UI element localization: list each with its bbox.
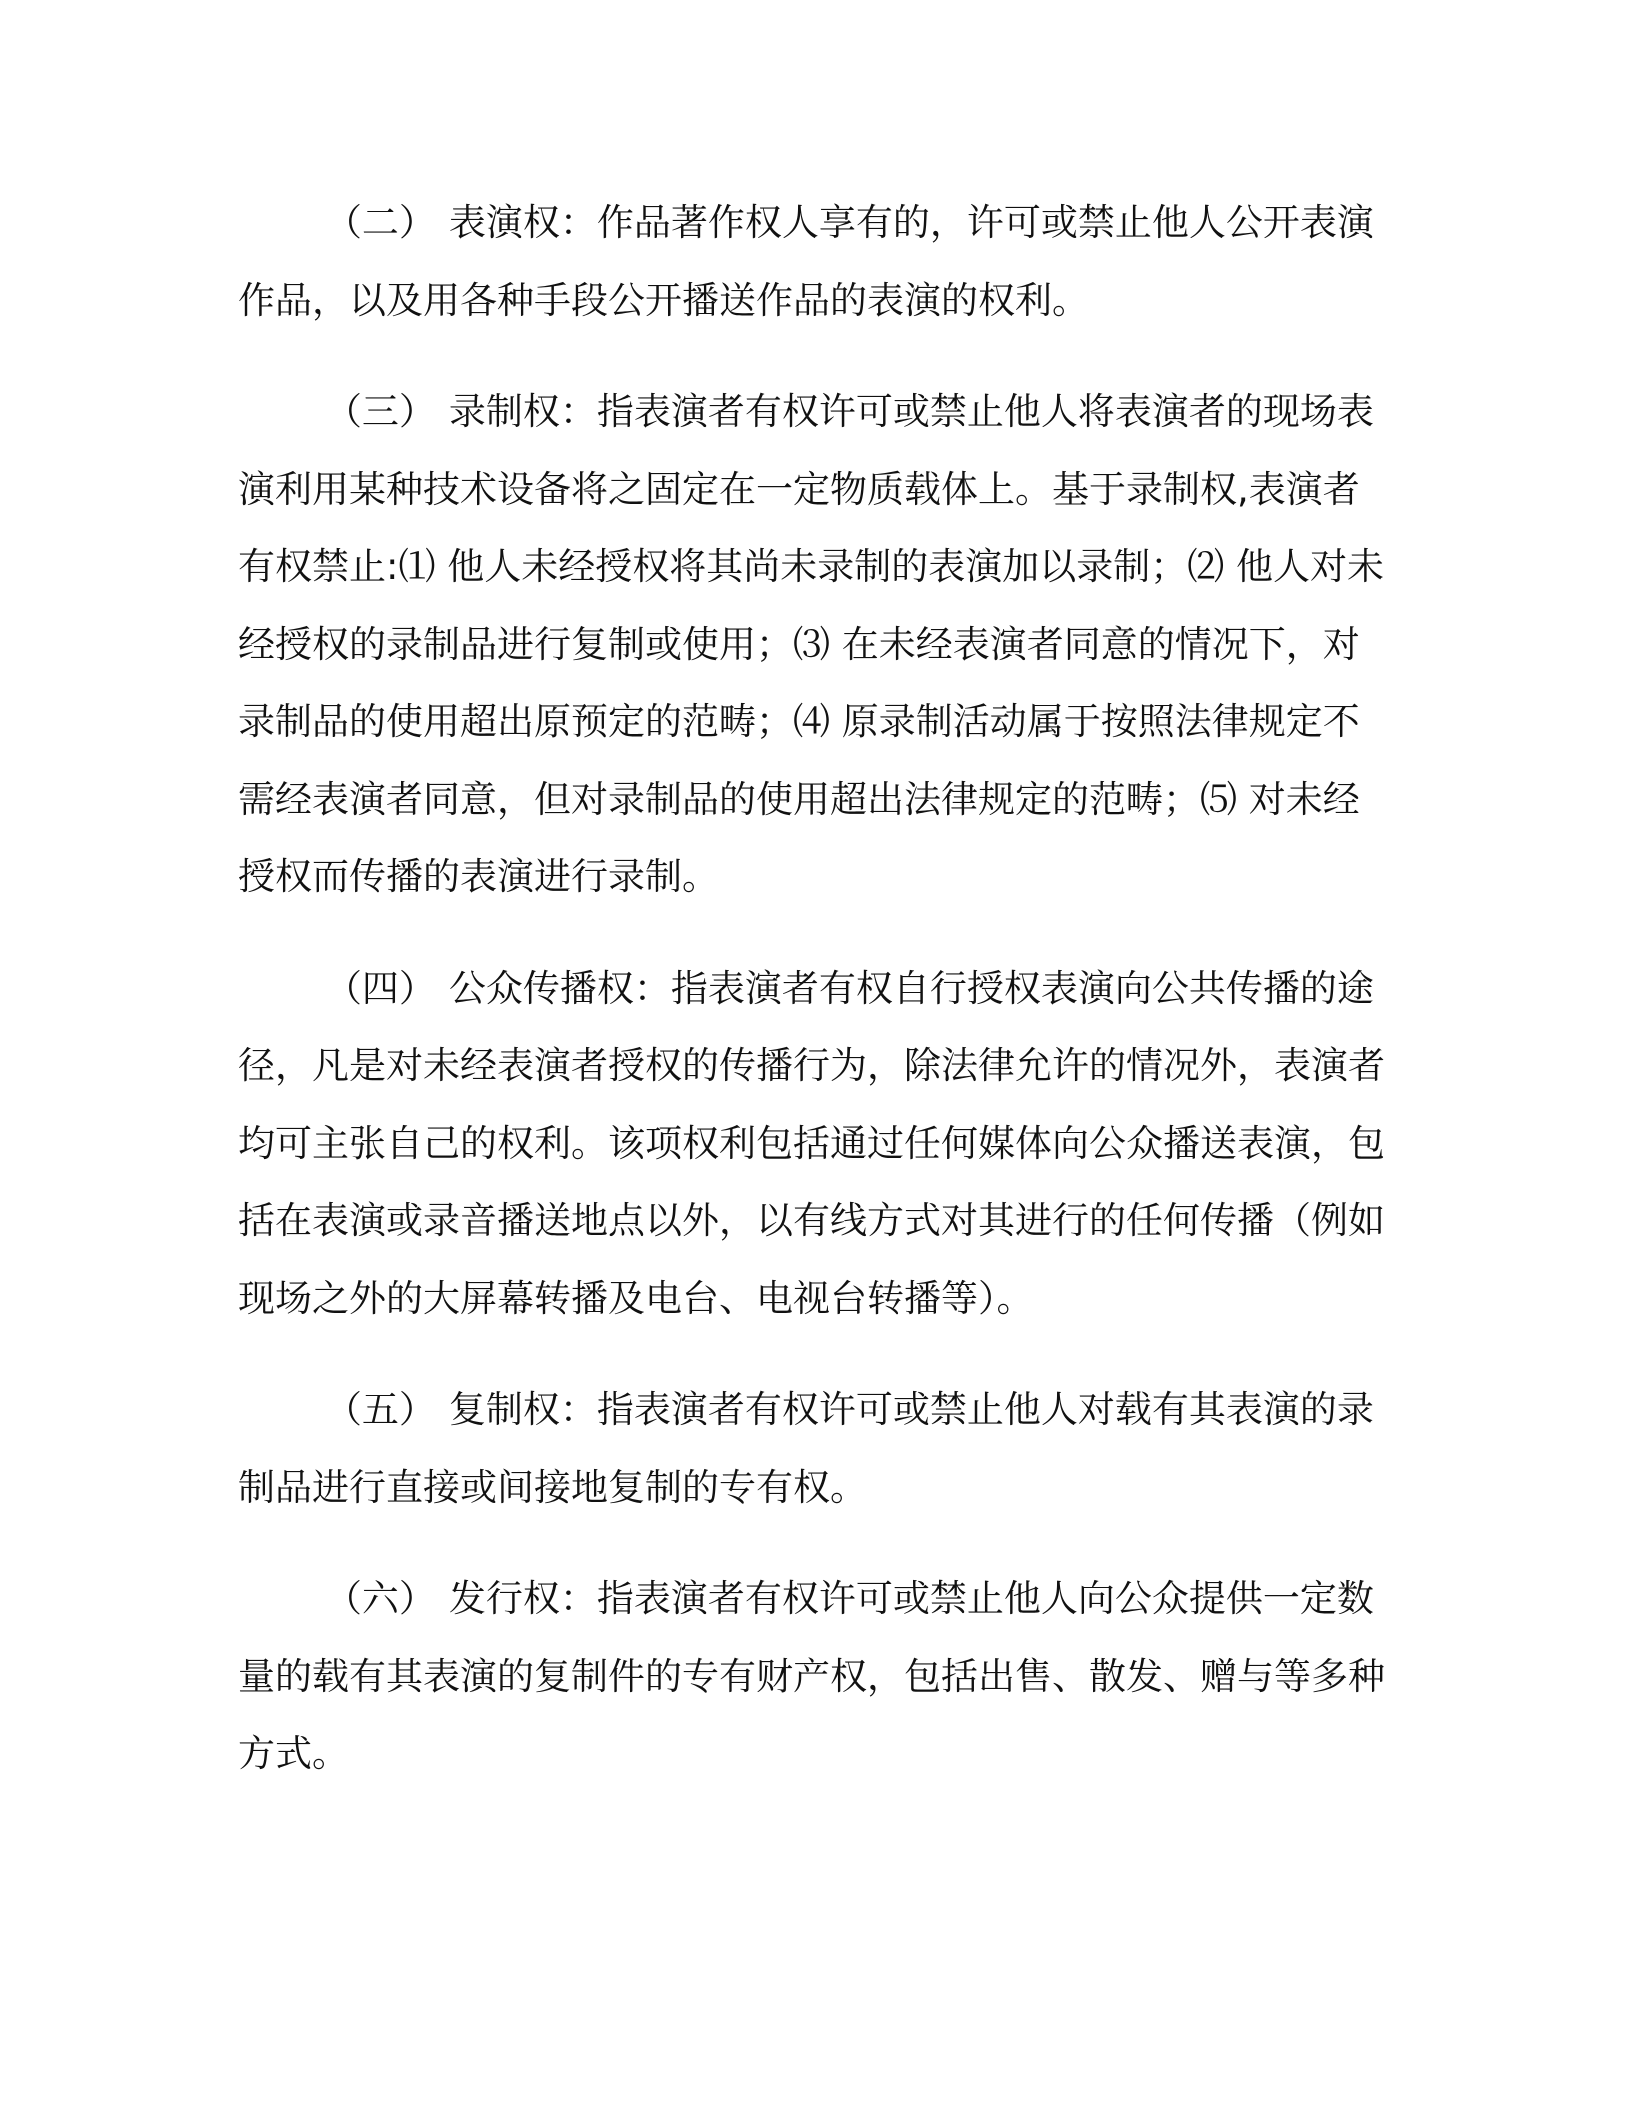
paragraph-reproduction-right (238, 1371, 1390, 1526)
paragraph-public-communication-right (238, 950, 1390, 1338)
paragraph-recording-right (238, 373, 1390, 916)
paragraph-distribution-right (238, 1560, 1390, 1793)
paragraph-text: 复制权：指表演者有权许可或禁止他人对载有其表演的录制品进行直接或间接地复制的专有权。 (238, 1388, 1374, 1509)
paragraph-text: 发行权：指表演者有权许可或禁止他人向公众提供一定数量的载有其表演的复制件的专有财产权，包括出售、散发、赠与等多种方式。 (238, 1577, 1385, 1775)
paragraph-number: （二） (324, 201, 436, 244)
paragraph-text: 表演权：作品著作权人享有的，许可或禁止他人公开表演作品，以及用各种手段公开播送作品的表演的权利。 (238, 201, 1374, 322)
paragraph-number: （三） (324, 390, 436, 433)
paragraph-number: （五） (324, 1388, 436, 1431)
paragraph-text: 录制权：指表演者有权许可或禁止他人将表演者的现场表演利用某种技术设备将之固定在一定物质载体上。基于录制权,表演者有权禁止:⑴ 他人未经授权将其尚未录制的表演加以录制；⑵ 他人对未经授权的录制品进行复制或使用；⑶ 在未经表演者同意的情况下，对录制品的使用超出原预定的范畴；⑷ 原录制活动属于按照法律规定不需经表演者同意，但对录制品的使用超出法律规定的范畴；⑸ 对未经授权而传播的表演进行录制。 (238, 390, 1384, 898)
paragraph-text: 公众传播权：指表演者有权自行授权表演向公共传播的途径，凡是对未经表演者授权的传播行为，除法律允许的情况外，表演者均可主张自己的权利。该项权利包括通过任何媒体向公众播送表演，包括在表演或录音播送地点以外，以有线方式对其进行的任何传播（例如现场之外的大屏幕转播及电台、电视台转播等）。 (238, 966, 1385, 1320)
paragraph-number: （四） (324, 966, 436, 1010)
paragraph-performance-right (238, 184, 1390, 339)
document-body (238, 184, 1390, 1827)
paragraph-number: （六） (324, 1577, 436, 1620)
